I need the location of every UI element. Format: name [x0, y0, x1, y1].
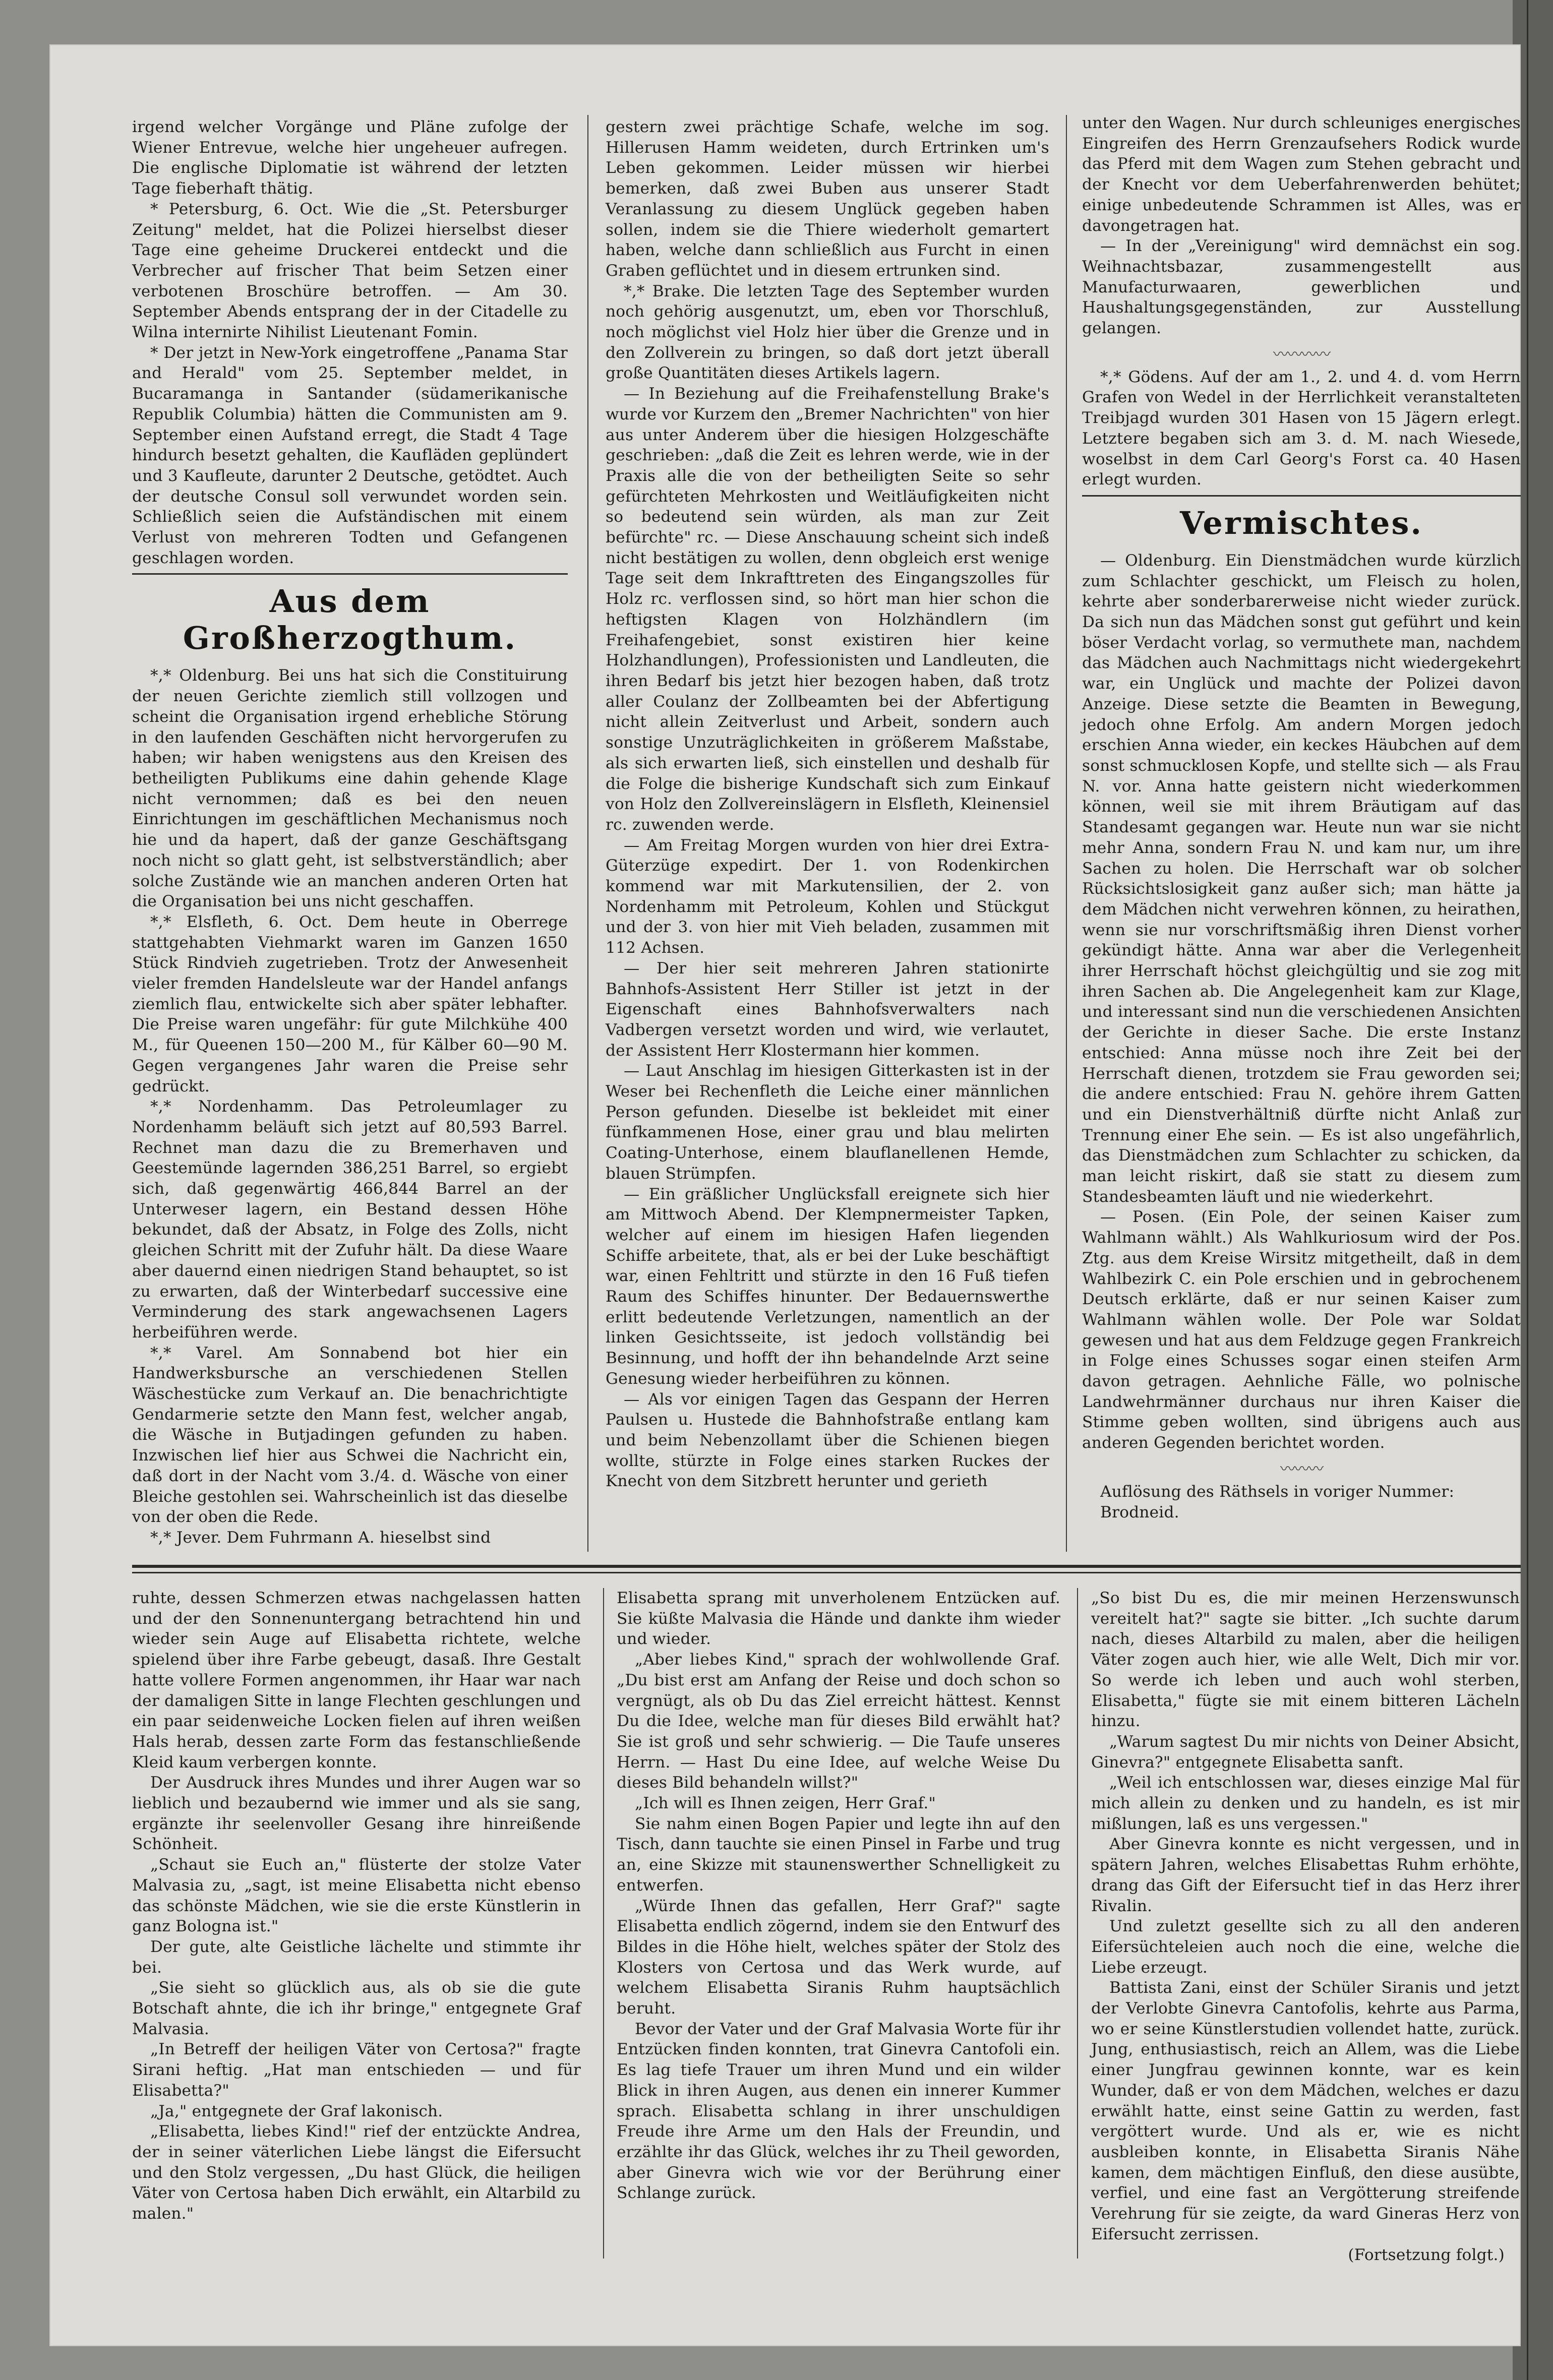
article-text: *,* Oldenburg. Bei uns hat sich die Constituirung der neuen Gerichte ziemlich still vollzogen und scheint die Organisation irgend erhebliche Störung in den laufenden Geschäften nicht hervorgerufen zu haben; wir haben wenigstens aus den Kreisen des betheiligten Publikums eine dahin gehende Klage nicht vernommen; daß es bei den neuen Einrichtungen im geschäftlichen Mechanismus noch hie und da hapert, daß der ganze Geschäftsgang noch nicht so glatt geht, ist selbstverständlich; aber solche Zustände wie an manchen anderen Orten hat die Organisation bei uns nicht geschaffen. — [132, 666, 568, 911]
story-text: Und zuletzt gesellte sich zu all den anderen Eifersüchteleien auch noch die eine, welche die Liebe erzeugt. — [1091, 1917, 1520, 1977]
column-separator — [132, 573, 568, 575]
article-text: — Oldenburg. Ein Dienstmädchen wurde kürzlich zum Schlachter geschickt, um Fleisch zu holen, kehrte aber sonderbarerweise nicht wieder zurück. Da sich nun das Mädchen sonst gut geführt und kein böser Verdacht vorlag, so vermuthete man, nachdem das Mädchen auch Nachmittags nicht wiedergekehrt war, ein Unglück und machte der Polizei davon Anzeige. Diese setzte die Beamten in Bewegung, jedoch ohne Erfolg. Am andern Morgen jedoch erschien Anna wieder, ein keckes Häubchen auf dem sonst schmucklosen Kopfe, und stellte sich — als Frau N. vor. Anna hatte geistern nicht wiederkommen können, weil sie mit ihrem Bräutigam auf das Standesamt gegangen war. Heute nun war sie nicht mehr Anna, sondern Frau N. und kam nur, um ihre Sachen zu holen. Die Herrschaft war ob solcher Rücksichtslosigkeit ganz außer sich; man hätte ja dem Mädchen nicht verwehren können, zu heirathen, wenn sie nur vorschriftsmäßig ihren Dienst vorher gekündigt hätte. Anna war aber die Verlegenheit ihrer Herrschaft höchst gleichgültig und sie zog mit ihren Sachen ab. Die Angelegenheit kam zur Klage, und interessant sind nun die verschiedenen Ansichten der Gerichte in dieser Sache. Die erste Instanz entschied: Anna müsse noch ihre Zeit bei der Herrschaft dienen, trotzdem sie Frau geworden sei; die andere entschied: Frau N. gehöre ihrem Gatten und ein Dienstverhältniß dürfte nicht Anlaß zur Trennung einer Ehe sein. — Es ist also ungefährlich, das Dienstmädchen zum Schlachter zu schicken, da man leicht riskirt, daß sie statt zu diesem zum Standesbeamten läuft und nie wiederkehrt. — [1082, 551, 1521, 1206]
feuilleton-rule — [132, 1565, 1521, 1568]
feuilleton-column-3 — [1091, 1588, 1520, 2284]
story-text: „Sie sieht so glücklich aus, als ob sie die gute Botschaft ahnte, die ich ihr bringe," entgegnete Graf Malvasia. — [132, 1979, 581, 2038]
ornament-divider: 〰〰〰 — [1280, 1460, 1323, 1478]
story-text: Battista Zani, einst der Schüler Siranis und jetzt der Verlobte Ginevra Cantofolis, kehrte aus Parma, wo er seine Künstlerstudien vollendet hatte, zurück. Jung, enthusiastisch, reich an Allem, was die Liebe einer Jungfrau gewinnen konnte, war es kein Wunder, daß er von dem Mädchen, welches er dazu erwählt hatte, einst seine Gattin zu werden, fast vergöttert wurde. Und als er, wie es nicht ausbleiben konnte, in Elisabetta Siranis Nähe kamen, dem mächtigen Einfluß, den diese ausübte, verfiel, und eine fast an Vergötterung streifende Verehrung für sie zeigte, da ward Gineras Herz von Eifersucht zerrissen. — [1091, 1979, 1520, 2243]
article-text: *,* Gödens. Auf der am 1., 2. und 4. d. vom Herrn Grafen von Wedel in der Herrlichkeit veranstalteten Treibjagd wurden 301 Hasen von 15 Jägern erlegt. Letztere begaben sich am 3. d. M. nach Wiesede, woselbst in dem Carl Georg's Forst ca. 40 Hasen erlegt wurden. — [1082, 368, 1521, 489]
article-text: unter den Wagen. Nur durch schleuniges energisches Eingreifen des Herrn Grenzaufsehers Rodick wurde das Pferd mit dem Wagen zum Stehen gebracht und der Knecht vor dem Ueberfahrenwerden behütet; einige unbedeutende Schrammen ist Alles, was er davongetragen hat. — [1082, 114, 1521, 235]
article-text: *,* Jever. Dem Fuhrmann A. hieselbst sind — [150, 1529, 491, 1547]
story-text: Bevor der Vater und der Graf Malvasia Worte für ihr Entzücken finden konnten, trat Ginevra Cantofoli ein. Es lag tiefe Trauer um ihren Mund und ein wilder Blick in ihren Augen, aus denen ein innerer Kummer sprach. Elisabetta schlang in ihrer unschuldigen Freude ihre Arme um den Hals der Freundin, und erzählte ihr das Glück, welches ihr zu Theil geworden, aber Ginevra wich wie vor der Berührung einer Schlange zurück. — [617, 2020, 1060, 2203]
column-rule — [587, 115, 588, 1552]
riddle-answer: Brodneid. — [1100, 1503, 1179, 1521]
ornament-divider: 〰〰〰〰 — [1273, 345, 1330, 363]
article-text: — Posen. (Ein Pole, der seinen Kaiser zum Wahlmann wählt.) Als Wahlkuriosum wird der Pos. Ztg. aus dem Kreise Wirsitz mitgetheilt, daß in dem Wahlbezirk C. ein Pole erschien und in gebrochenem Deutsch erklärte, daß er nur seinen Kaiser zum Wahlmann wählen wolle. Der Pole war Soldat gewesen und hat aus dem Feldzuge gegen Frankreich in Folge eines Schusses sogar einen steifen Arm davon getragen. Aehnliche Fälle, wo polnische Landwehrmänner durchaus nur ihren Kaiser die Stimme geben wollten, sind übrigens auch aus anderen Gegenden berichtet worden. — [1082, 1208, 1521, 1452]
feuilleton-column-2 — [617, 1588, 1060, 2284]
story-text: „Aber liebes Kind," sprach der wohlwollende Graf. „Du bist erst am Anfang der Reise und doch schon so vergnügt, als ob Du das Ziel erreicht hättest. Kennst Du die Idee, welche man für dieses Bild erwählt hat? Sie ist groß und sehr schwierig. — Die Taufe unseres Herrn. — Hast Du eine Idee, auf welche Weise Du dieses Bild behandeln willst?" — [617, 1651, 1060, 1792]
column-2 — [606, 117, 1049, 1531]
article-text: *,* Brake. Die letzten Tage des September wurden noch gehörig ausgenutzt, um, eben vor Thorschluß, noch möglichst viel Holz hier über die Grenze und in den Zollverein zu bringen, so daß dort jetzt überall große Quantitäten dieses Artikels lagern. — [606, 282, 1049, 383]
continued-note: (Fortsetzung folgt.) — [1348, 2245, 1505, 2264]
story-text: „In Betreff der heiligen Väter von Certosa?" fragte Sirani heftig. „Hat man entschieden — und für Elisabetta?" — [132, 2040, 581, 2100]
scan-edge-line — [1527, 0, 1528, 2380]
article-text: * Der jetzt in New-York eingetroffene „Panama Star and Herald" vom 25. September meldet, in Bucaramanga in Santander (südamerikanische Republik Columbia) hätten die Communisten am 9. September einen Aufstand erregt, die Stadt 4 Tage hindurch besetzt gehalten, die Kaufläden geplündert und 3 Kaufleute, darunter 2 Deutsche, getödtet. Auch der deutsche Consul soll verwundet worden sein. Schließlich seien die Aufständischen mit einem Verlust von mehreren Todten und Gefangenen geschlagen worden. — [132, 343, 568, 567]
riddle-solution-line: Auflösung des Räthsels in voriger Nummer: — [1100, 1482, 1455, 1501]
article-text: — Am Freitag Morgen wurden von hier drei Extra-Güterzüge expedirt. Der 1. von Rodenkirchen kommend war mit Markutensilien, der 2. von Nordenhamm mit Petroleum, Kohlen und Stückgut und der 3. von hier mit Vieh beladen, zusammen mit 112 Achsen. — [606, 836, 1049, 957]
article-text: gestern zwei prächtige Schafe, welche im sog. Hillerusen Hamm weideten, durch Ertrinken um's Leben gekommen. Leider müssen wir hierbei bemerken, daß zwei Buben aus unserer Stadt Veranlassung zu diesem Unglück gegeben haben sollen, indem sie die Thiere wiederholt gemartert haben, welche dann schließlich aus Furcht in einen Graben geflüchtet und in diesem ertrunken sind. — [606, 118, 1049, 280]
article-text: *,* Elsfleth, 6. Oct. Dem heute in Oberrege stattgehabten Viehmarkt waren im Ganzen 1650 Stück Rindvieh zugetrieben. Trotz der Anwesenheit vieler fremden Handelsleute war der Handel anfangs ziemlich flau, entwickelte sich aber später lebhafter. Die Preise waren ungefähr: für gute Milchkühe 400 M., für Queenen 150—200 M., für Kälber 60—90 M. Gegen vergangenes Jahr waren die Preise sehr gedrückt. — [132, 912, 568, 1095]
story-text: „So bist Du es, die mir meinen Herzenswunsch vereitelt hat?" sagte sie bitter. „Ich suchte darum nach, dieses Altarbild zu malen, aber die heiligen Väter zogen auch hier, wie alle Welt, Dich mir vor. So werde ich leben und auch wohl sterben, Elisabetta," fügte sie mit einem bitteren Lächeln hinzu. — [1091, 1589, 1520, 1731]
column-rule — [1077, 1588, 1078, 2259]
article-text: * Petersburg, 6. Oct. Wie die „St. Petersburger Zeitung" meldet, hat die Polizei hierselbst dieser Tage eine geheime Druckerei entdeckt und die Verbrecher auf frischer That beim Setzen einer verbotenen Broschüre betroffen. — Am 30. September Abends entsprang der in der Citadelle zu Wilna internirte Nihilist Lieutenant Fomin. — [132, 200, 568, 342]
column-3 — [1082, 113, 1521, 1555]
story-text: Der Ausdruck ihres Mundes und ihrer Augen war so lieblich und bezaubernd wie immer und als sie sang, ergänzte ihr seelenvoller Gesang ihre hinreißende Schönheit. — [132, 1774, 581, 1854]
story-text: Elisabetta sprang mit unverholenem Entzücken auf. Sie küßte Malvasia die Hände und dankte ihm wieder und wieder. — [617, 1589, 1060, 1649]
story-text: „Ja," entgegnete der Graf lakonisch. — [150, 2102, 443, 2120]
article-text: *,* Varel. Am Sonnabend bot hier ein Handwerksbursche an verschiedenen Stellen Wäschestücke zum Verkauf an. Die benachrichtigte Gendarmerie setzte den Mann fest, welcher angab, die Wäsche in Butjadingen gefunden zu haben. Inzwischen lief hier aus Schwei die Nachricht ein, daß dort in der Nacht vom 3./4. d. Wäsche von einer Bleiche gestohlen sei. Wahrscheinlich ist das dieselbe von der oben die Rede. — [132, 1344, 568, 1527]
story-text: „Schaut sie Euch an," flüsterte der stolze Vater Malvasia zu, „sagt, ist meine Elisabetta nicht ebenso das schönste Mädchen, wie sie die erste Künstlerin in ganz Bologna ist." — [132, 1856, 581, 1936]
article-text: — Als vor einigen Tagen das Gespann der Herren Paulsen u. Hustede die Bahnhofstraße entlang kam und beim Nebenzollamt über die Schienen biegen wollte, stürzte in Folge eines starken Ruckes der Knecht von dem Sitzbrett herunter und gerieth — [606, 1390, 1049, 1491]
column-1 — [132, 117, 568, 1547]
column-rule — [1066, 115, 1067, 1552]
feuilleton-column-1 — [132, 1588, 581, 2284]
story-text: ruhte, dessen Schmerzen etwas nachgelassen hatten und der den Sonnenuntergang betrachtend hin und wieder sein Auge auf Elisabetta richtete, welche spielend über ihre Farbe gebeugt, dasaß. Ihre Gestalt hatte vollere Formen angenommen, ihr Haar war nach der damaligen Sitte in lange Flechten geschlungen und ein paar seidenweiche Locken fielen auf ihren weißen Hals herab, dessen zarte Form das festanschließende Kleid kaum verbergen konnte. — [132, 1589, 581, 1772]
section-heading: Vermischtes. — [1180, 504, 1423, 541]
story-text: „Ich will es Ihnen zeigen, Herr Graf." — [635, 1794, 936, 1813]
article-text: *,* Nordenhamm. Das Petroleumlager zu Nordenhamm beläuft sich jetzt auf 80,593 Barrel. Rechnet man dazu die zu Bremerhaven und Geestemünde lagernden 386,251 Barrel, so ergiebt sich, daß gegenwärtig 466,844 Barrel an der Unterweser lagern, ein Bestand dessen Höhe bekundet, daß der Absatz, in Folge des Zolls, nicht gleichen Schritt mit der Zufuhr hält. Da diese Waare aber dauernd einen niedrigen Stand behauptet, so ist zu erwarten, daß der Winterbedarf successive eine Verminderung des stark angewachsenen Lagers herbeiführen werde. — [132, 1097, 568, 1341]
article-text: — Ein gräßlicher Unglücksfall ereignete sich hier am Mittwoch Abend. Der Klempnermeister Tapken, welcher auf einem im hiesigen Hafen liegenden Schiffe arbeitete, that, als er bei der Luke beschäftigt war, einen Fehltritt und stürzte in den 16 Fuß tiefen Raum des Schiffes hinunter. Der Bedauernswerthe erlitt bedeutende Verletzungen, namentlich an der linken Gesichtsseite, ist jedoch vollständig bei Besinnung, und hofft der ihn behandelnde Arzt seine Genesung wieder herbeiführen zu können. — [606, 1185, 1049, 1388]
story-text: „Würde Ihnen das gefallen, Herr Graf?" sagte Elisabetta endlich zögernd, indem sie den Entwurf des Bildes in die Höhe hielt, welches später der Stolz des Klosters von Certosa und das Werk wurde, auf welchem Elisabetta Siranis Ruhm hauptsächlich beruht. — [617, 1897, 1060, 2018]
story-text: Der gute, alte Geistliche lächelte und stimmte ihr bei. — [132, 1937, 581, 1977]
section-heading: Aus dem Großherzogthum. — [183, 583, 517, 657]
story-text: Aber Ginevra konnte es nicht vergessen, und in spätern Jahren, welches Elisabettas Ruhm erhöhte, drang das Gift der Eifersucht tief in das Herz ihrer Rivalin. — [1091, 1835, 1520, 1915]
article-text: — In der „Vereinigung" wird demnächst ein sog. Weihnachtsbazar, zusammengestellt aus Manufacturwaaren, gewerblichen und Haushaltungsgegenständen, zur Ausstellung gelangen. — [1082, 237, 1521, 338]
article-text: — In Beziehung auf die Freihafenstellung Brake's wurde vor Kurzem den „Bremer Nachrichten" von hier aus unter Anderem über die hiesigen Holzgeschäfte geschrieben: „daß die Zeit es lehren werde, wie in der Praxis alle die von der betheiligten Seite so sehr gefürchteten Mehrkosten und Weitläufigkeiten nicht so bedeutend sein würden, als man zur Zeit befürchte" rc. — Diese Anschauung scheint sich indeß nicht bestätigen zu wollen, denn obgleich erst wenige Tage seit dem Inkrafttreten des Eingangszolles für Holz rc. verflossen sind, so hört man hier schon die heftigsten Klagen von Holzhändlern (im Freihafengebiet, sonst existiren hier keine Holzhandlungen), Professionisten und Landleuten, die ihren Bedarf bis jetzt hier bezogen haben, daß trotz aller Coulanz der Zollbeamten bei der Abfertigung nicht allein Zeitverlust und Arbeit, sondern auch sonstige Unzuträglichkeiten in größerem Maßstabe, als sich erwarten ließ, sich einstellen und deshalb für die Folge die bisherige Kundschaft sich zum Einkauf von Holz den Zollvereinslägern in Elsfleth, Kleinensiel rc. zuwenden werde. — [606, 385, 1049, 834]
story-text: „Elisabetta, liebes Kind!" rief der entzückte Andrea, der in seiner väterlichen Liebe längst die Eifersucht und den Stolz vergessen, „Du hast Glück, die heiligen Väter von Certosa haben Dich erwählt, ein Altarbild zu malen." — [132, 2122, 581, 2223]
article-text: irgend welcher Vorgänge und Pläne zufolge der Wiener Entrevue, welche hier ungeheuer aufregen. Die englische Diplomatie ist während der letzten Tage fieberhaft thätig. — [132, 118, 568, 198]
story-text: Sie nahm einen Bogen Papier und legte ihn auf den Tisch, dann tauchte sie einen Pinsel in Farbe und trug an, eine Skizze mit staunenswerther Schnelligkeit zu entwerfen. — [617, 1814, 1060, 1895]
story-text: „Warum sagtest Du mir nichts von Deiner Absicht, Ginevra?" entgegnete Elisabetta sanft. — [1091, 1732, 1520, 1772]
column-rule — [603, 1588, 604, 2259]
story-text: „Weil ich entschlossen war, dieses einzige Mal für mich allein zu denken und zu handeln, es ist mir mißlungen, laß es uns vergessen." — [1091, 1774, 1520, 1833]
feuilleton-rule-thin — [132, 1572, 1521, 1573]
article-text: — Laut Anschlag im hiesigen Gitterkasten ist in der Weser bei Rechenfleth die Leiche einer männlichen Person gefunden. Dieselbe ist bekleidet mit einer fünfkammenen Hose, einer grau und blau melirten Coating-Unterhose, einem blauflanellenen Hemde, blauen Strümpfen. — [606, 1062, 1049, 1183]
article-text: — Der hier seit mehreren Jahren stationirte Bahnhofs-Assistent Herr Stiller ist jetzt in der Eigenschaft eines Bahnhofsverwalters nach Vadbergen versetzt worden und wird, wie verlautet, der Assistent Herr Klostermann hier kommen. — [606, 959, 1049, 1060]
column-separator — [1082, 495, 1521, 497]
